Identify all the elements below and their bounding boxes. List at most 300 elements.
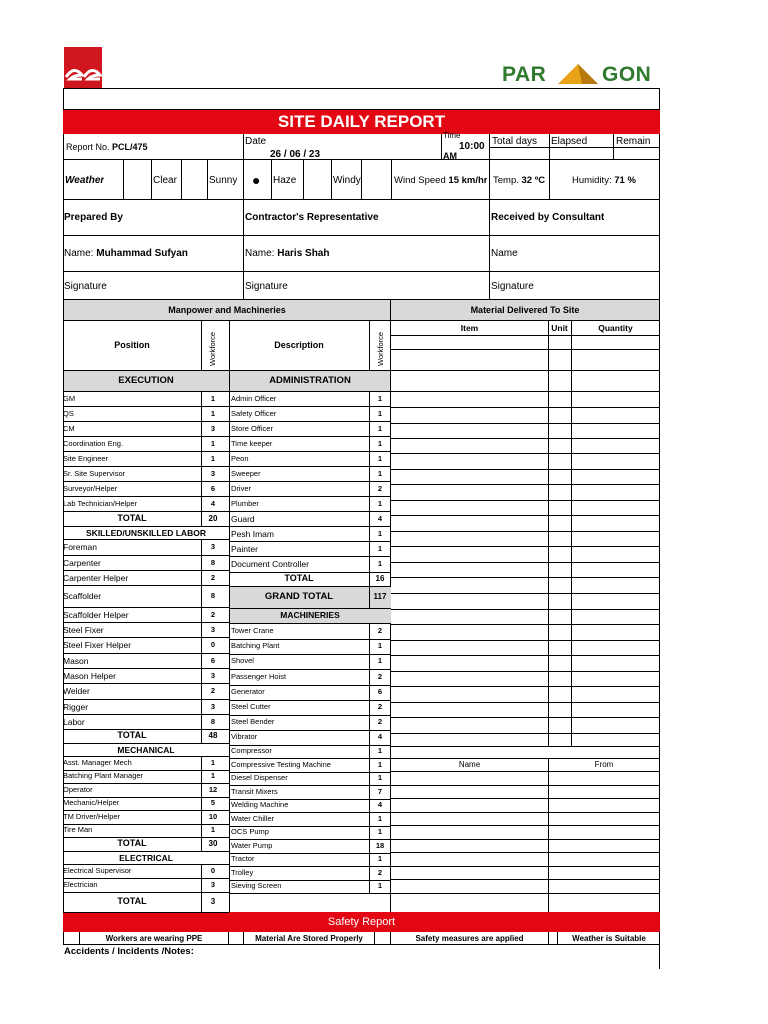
row-divider [229, 511, 391, 512]
count-divider [369, 511, 370, 526]
safety-check-box-1[interactable] [63, 932, 80, 945]
count-divider [369, 685, 370, 700]
admin-machinery-count: 1 [377, 641, 383, 651]
safety-check-material: Material Are Stored Properly [255, 934, 363, 943]
manpower-position-name: Lab Technician/Helper [63, 498, 138, 508]
row-divider [229, 406, 391, 407]
admin-machinery-name: Passenger Hoist [231, 671, 287, 681]
row-divider [391, 531, 660, 532]
manpower-position-count: 2 [210, 609, 216, 619]
manpower-position-count: 1 [210, 453, 216, 463]
manpower-position-name: Steel Fixer Helper [63, 640, 132, 650]
admin-machinery-name: Steel Cutter [231, 702, 271, 712]
manpower-position-name: Site Engineer [63, 453, 109, 463]
manpower-position-count: 3 [210, 624, 216, 634]
count-divider [369, 730, 370, 745]
admin-machinery-count: 1 [377, 759, 383, 769]
consultant-name-label: Name [491, 248, 518, 259]
row-divider [229, 421, 391, 422]
manpower-position-name: Rigger [63, 701, 89, 712]
row-divider [391, 577, 660, 578]
material-from-header: From [594, 760, 614, 769]
row-divider [229, 451, 391, 452]
admin-total-label: TOTAL [284, 572, 314, 583]
manpower-total-value: 20 [208, 513, 218, 523]
count-divider [369, 812, 370, 826]
admin-machinery-name: Shovel [231, 656, 254, 666]
row-divider [391, 453, 660, 454]
admin-machinery-count: 1 [377, 854, 383, 864]
admin-machinery-count: 1 [377, 559, 383, 568]
manpower-position-count: 3 [210, 542, 216, 551]
row-divider [63, 451, 229, 452]
safety-check-box-2[interactable] [228, 932, 244, 945]
count-divider [369, 466, 370, 481]
row-divider [391, 349, 660, 350]
material-item-header: Item [460, 323, 479, 333]
row-divider [63, 637, 229, 638]
admin-machinery-name: Tower Crane [231, 625, 274, 635]
time-value: 10:00 [459, 141, 485, 152]
prepared-name-value: Muhammad Sufyan [96, 248, 188, 259]
manpower-position-name: Electrical Supervisor [63, 866, 132, 875]
count-divider [201, 539, 202, 555]
row-divider [63, 555, 229, 556]
row-divider [63, 878, 229, 879]
material-quantity-header: Quantity [598, 323, 633, 333]
contractor-name-value: Haris Shah [277, 248, 330, 259]
row-divider [391, 546, 660, 547]
admin-machinery-name: Safety Officer [231, 408, 277, 418]
count-divider [201, 783, 202, 797]
report-no-label: Report No. [66, 142, 110, 152]
received-by-label: Received by Consultant [491, 212, 605, 223]
admin-total-value: 16 [375, 573, 385, 583]
pyramid-icon [556, 60, 600, 86]
row-divider [391, 469, 660, 470]
manpower-position-name: QS [63, 408, 74, 418]
row-divider [391, 562, 660, 563]
count-divider [369, 758, 370, 772]
admin-machinery-count: 1 [377, 393, 383, 403]
admin-machinery-name: Welding Machine [231, 800, 289, 810]
count-divider [201, 406, 202, 421]
row-divider [63, 406, 229, 407]
count-divider [369, 866, 370, 880]
row-divider [229, 893, 391, 894]
row-divider [391, 423, 660, 424]
admin-machinery-name: Transit Mixers [231, 786, 278, 796]
manpower-total-label: TOTAL [117, 896, 147, 906]
admin-machinery-count: 1 [377, 656, 383, 666]
count-divider [201, 824, 202, 838]
manpower-position-count: 0 [210, 640, 216, 649]
manpower-position-count: 1 [210, 393, 216, 403]
row-divider [391, 391, 660, 392]
count-divider [369, 715, 370, 730]
row-divider [391, 812, 660, 813]
count-divider [369, 421, 370, 436]
count-divider [201, 683, 202, 699]
count-divider [201, 585, 202, 607]
admin-machinery-name: Vibrator [231, 732, 258, 742]
admin-machinery-count: 1 [377, 773, 383, 783]
remain-label: Remain [616, 136, 651, 147]
manpower-position-count: 5 [210, 798, 216, 808]
count-divider [201, 570, 202, 585]
weather-label: Weather [65, 175, 105, 186]
count-divider [369, 572, 370, 586]
count-divider [369, 556, 370, 571]
row-divider [391, 609, 660, 610]
count-divider [201, 797, 202, 811]
prepared-name-label: Name: [64, 248, 94, 259]
manpower-position-name: Mason Helper [63, 670, 116, 681]
count-divider [201, 770, 202, 784]
count-divider [369, 785, 370, 799]
row-divider [229, 436, 391, 437]
admin-machinery-count: 7 [377, 786, 383, 796]
row-divider [391, 484, 660, 485]
row-divider [63, 699, 229, 700]
admin-machinery-name: Batching Plant [231, 641, 280, 651]
page-title: SITE DAILY REPORT [63, 110, 660, 134]
wind-speed-field [394, 175, 487, 186]
row-divider [63, 912, 229, 913]
manpower-total-label: TOTAL [117, 512, 147, 523]
manpower-position-count: 3 [210, 423, 216, 433]
admin-machinery-count: 1 [377, 528, 383, 538]
admin-machinery-count: 2 [377, 717, 383, 727]
admin-machinery-count: 4 [377, 800, 383, 810]
temperature-field [493, 175, 545, 186]
admin-machinery-count: 4 [377, 513, 383, 523]
count-divider [201, 714, 202, 729]
count-divider [201, 668, 202, 683]
manpower-position-count: 2 [210, 572, 216, 582]
row-divider [391, 893, 660, 894]
count-divider [201, 481, 202, 496]
manpower-position-count: 1 [210, 757, 216, 767]
count-divider [369, 880, 370, 894]
wind-speed-label: Wind Speed [394, 175, 446, 186]
row-divider [229, 639, 391, 640]
material-unit-header: Unit [551, 323, 568, 333]
row-divider [63, 892, 229, 893]
count-divider [369, 436, 370, 451]
row-divider [391, 702, 660, 703]
manpower-position-name: Electrician [63, 880, 98, 889]
manpower-position-name: GM [63, 393, 76, 403]
row-divider [229, 541, 391, 542]
humidity-value: 71 % [614, 175, 636, 186]
admin-machinery-name: Water Chiller [231, 813, 275, 823]
manpower-total-value: 3 [210, 897, 216, 906]
header-blank-row [63, 88, 660, 110]
manpower-position-count: 6 [210, 483, 216, 493]
admin-machinery-count: 2 [377, 625, 383, 635]
count-divider [369, 839, 370, 853]
manpower-position-count: 1 [210, 825, 216, 835]
admin-machinery-count: 2 [377, 867, 383, 877]
count-divider [201, 436, 202, 451]
temperature-value: 32 ºC [521, 175, 546, 186]
manpower-position-name: Surveyor/Helper [63, 483, 118, 493]
time-ampm: AM [443, 151, 457, 161]
weather-option-clear[interactable]: Clear [153, 175, 177, 186]
manpower-position-name: CM [63, 423, 75, 433]
row-divider [391, 785, 660, 786]
row-divider [391, 798, 660, 799]
manpower-position-name: Foreman [63, 542, 98, 552]
row-divider [63, 539, 229, 540]
row-divider [391, 500, 660, 501]
material-section-title: Material Delivered To Site [391, 300, 660, 321]
count-divider [201, 892, 202, 912]
manpower-position-name: Carpenter Helper [63, 572, 129, 583]
position-header: Position [114, 340, 150, 350]
count-divider [201, 622, 202, 637]
humidity-field [572, 175, 636, 186]
weather-option-windy[interactable]: Windy [333, 175, 361, 186]
safety-check-measures: Safety measures are applied [415, 934, 524, 943]
row-divider [391, 655, 660, 656]
count-divider [201, 511, 202, 526]
count-divider [369, 406, 370, 421]
paragon-logo [502, 60, 660, 88]
machineries-title: MACHINERIES [280, 610, 340, 621]
prepared-name-field [64, 248, 188, 259]
count-divider [201, 421, 202, 436]
manpower-total-label: TOTAL [117, 730, 147, 740]
row-divider [63, 653, 229, 654]
row-divider [391, 515, 660, 516]
admin-machinery-count: 1 [377, 453, 383, 463]
manpower-total-label: TOTAL [117, 838, 147, 848]
admin-machinery-count: 2 [377, 702, 383, 712]
prepared-by-label: Prepared By [64, 212, 123, 223]
row-divider [391, 671, 660, 672]
safety-check-box-4[interactable] [548, 932, 558, 945]
count-divider [369, 451, 370, 466]
admin-machinery-name: Compressive Testing Machine [231, 759, 331, 769]
weather-option-sunny[interactable]: Sunny [209, 175, 238, 186]
manpower-position-count: 1 [210, 771, 216, 781]
weather-selected-icon: ● [252, 172, 261, 188]
manpower-total-value: 48 [208, 731, 218, 740]
manpower-position-name: Scaffolder Helper [63, 609, 129, 620]
weather-option-haze[interactable]: Haze [273, 175, 297, 186]
manpower-position-count: 10 [208, 811, 218, 821]
admin-machinery-count: 1 [377, 498, 383, 508]
row-divider [229, 466, 391, 467]
row-divider [229, 685, 391, 686]
admin-machinery-count: 1 [377, 746, 383, 756]
count-divider [369, 526, 370, 541]
admin-machinery-name: Store Officer [231, 423, 273, 433]
row-divider [229, 481, 391, 482]
manpower-group-title: ELECTRICAL [119, 852, 173, 863]
row-divider [391, 438, 660, 439]
row-divider [391, 686, 660, 687]
row-divider [229, 700, 391, 701]
paragon-logo-text-left: PAR [502, 63, 547, 86]
row-divider [229, 496, 391, 497]
admin-machinery-name: Painter [231, 543, 258, 554]
manpower-position-count: 12 [208, 784, 218, 794]
manpower-position-count: 0 [210, 866, 216, 875]
manpower-position-count: 3 [210, 670, 216, 680]
admin-machinery-name: Diesel Dispenser [231, 773, 288, 783]
time-label: Time [443, 131, 461, 140]
admin-machinery-count: 1 [377, 827, 383, 837]
wind-speed-value: 15 km/hr [448, 175, 488, 186]
row-divider [229, 730, 391, 731]
count-divider [201, 451, 202, 466]
admin-machinery-name: Guard [231, 513, 255, 524]
prepared-signature-label: Signature [64, 281, 107, 292]
description-header: Description [274, 340, 324, 350]
count-divider [369, 826, 370, 840]
manpower-position-name: Mason [63, 655, 89, 666]
notes-label: Accidents / Incidents /Notes: [64, 946, 194, 957]
grand-total-value: 117 [373, 591, 387, 601]
admin-machinery-count: 6 [377, 687, 383, 697]
date-label: Date [245, 136, 267, 147]
count-divider [369, 669, 370, 685]
row-divider [391, 640, 660, 641]
manpower-position-name: Asst. Manager Mech [63, 757, 132, 767]
row-divider [229, 526, 391, 527]
count-divider [369, 586, 370, 608]
row-divider [391, 407, 660, 408]
row-divider [229, 623, 391, 624]
count-divider [369, 481, 370, 496]
row-divider [63, 436, 229, 437]
manpower-position-count: 8 [210, 557, 216, 567]
manpower-position-count: 8 [210, 716, 216, 726]
manpower-position-count: 8 [210, 591, 216, 600]
row-divider [391, 370, 660, 371]
admin-machinery-name: Water Pump [231, 840, 273, 850]
admin-machinery-name: Steel Bender [231, 717, 275, 727]
manpower-group-title: MECHANICAL [117, 744, 175, 755]
admin-machinery-name: Plumber [231, 498, 259, 508]
manpower-position-name: Scaffolder [63, 591, 102, 601]
admin-machinery-name: Pesh Imam [231, 528, 274, 539]
material-table [391, 321, 660, 912]
admin-machinery-name: Admin Officer [231, 393, 277, 403]
row-divider [63, 421, 229, 422]
row-divider [391, 624, 660, 625]
row-divider [63, 714, 229, 715]
count-divider [369, 745, 370, 759]
admin-machinery-count: 1 [377, 468, 383, 478]
admin-machinery-count: 1 [377, 813, 383, 823]
count-divider [369, 772, 370, 786]
contractor-name-field [245, 248, 329, 259]
manpower-position-name: Welder [63, 686, 90, 696]
row-divider [63, 622, 229, 623]
row-divider [63, 481, 229, 482]
manpower-position-count: 3 [210, 880, 216, 889]
contractor-name-label: Name: [245, 248, 275, 259]
admin-machinery-name: Time keeper [231, 438, 273, 448]
admin-machinery-name: Peon [231, 453, 249, 463]
row-divider [391, 717, 660, 718]
admin-machinery-count: 2 [377, 671, 383, 681]
admin-machinery-count: 18 [375, 840, 385, 850]
execution-title: EXECUTION [118, 375, 174, 386]
manpower-position-name: Labor [63, 716, 85, 727]
report-no-value: PCL/475 [112, 142, 148, 152]
count-divider [201, 810, 202, 824]
safety-check-box-3[interactable] [374, 932, 391, 945]
admin-machinery-name: Document Controller [231, 559, 309, 569]
count-divider [201, 699, 202, 714]
admin-machinery-name: Trolley [231, 867, 254, 877]
manpower-position-count: 4 [210, 498, 216, 508]
row-divider [63, 683, 229, 684]
count-divider [369, 496, 370, 511]
manpower-position-name: Carpenter [63, 557, 101, 568]
row-divider [63, 570, 229, 571]
admin-machinery-name: Sweeper [231, 468, 261, 478]
row-divider [391, 839, 660, 840]
total-days-label: Total days [492, 136, 538, 147]
admin-machinery-count: 1 [377, 881, 383, 891]
material-name-header: Name [458, 760, 481, 769]
row-divider [229, 866, 391, 867]
safety-report-title: Safety Report [63, 912, 660, 932]
consultant-signature-label: Signature [491, 281, 534, 292]
row-divider [229, 715, 391, 716]
count-divider [369, 700, 370, 715]
count-divider [201, 756, 202, 770]
admin-machinery-count: 1 [377, 543, 383, 553]
count-divider [201, 496, 202, 511]
count-divider [369, 853, 370, 867]
row-divider [63, 496, 229, 497]
report-no-field [66, 142, 148, 152]
manpower-position-name: Operator [63, 784, 93, 794]
count-divider [369, 391, 370, 406]
manpower-position-name: Sr. Site Supervisor [63, 468, 126, 478]
count-divider [369, 654, 370, 669]
contractor-rep-label: Contractor's Representative [245, 212, 379, 223]
admin-machinery-count: 1 [377, 438, 383, 448]
row-divider [229, 669, 391, 670]
admin-title: ADMINISTRATION [269, 375, 351, 386]
notes-border [659, 945, 660, 969]
manpower-group-title: SKILLED/UNSKILLED LABOR [86, 527, 206, 538]
contractor-signature-label: Signature [245, 281, 288, 292]
row-divider [391, 879, 660, 880]
manpower-position-name: Coordination Eng. [63, 438, 124, 448]
manpower-position-count: 2 [210, 686, 216, 695]
row-divider [229, 654, 391, 655]
row-divider [63, 585, 229, 586]
count-divider [201, 391, 202, 406]
grand-total-label: GRAND TOTAL [264, 590, 334, 602]
admin-machinery-name: Generator [231, 687, 265, 697]
date-value: 26 / 06 / 23 [270, 149, 321, 160]
manpower-total-value: 30 [208, 839, 218, 848]
row-divider [391, 733, 660, 734]
temperature-label: Temp. [493, 175, 519, 186]
row-divider [63, 668, 229, 669]
count-divider [369, 799, 370, 813]
